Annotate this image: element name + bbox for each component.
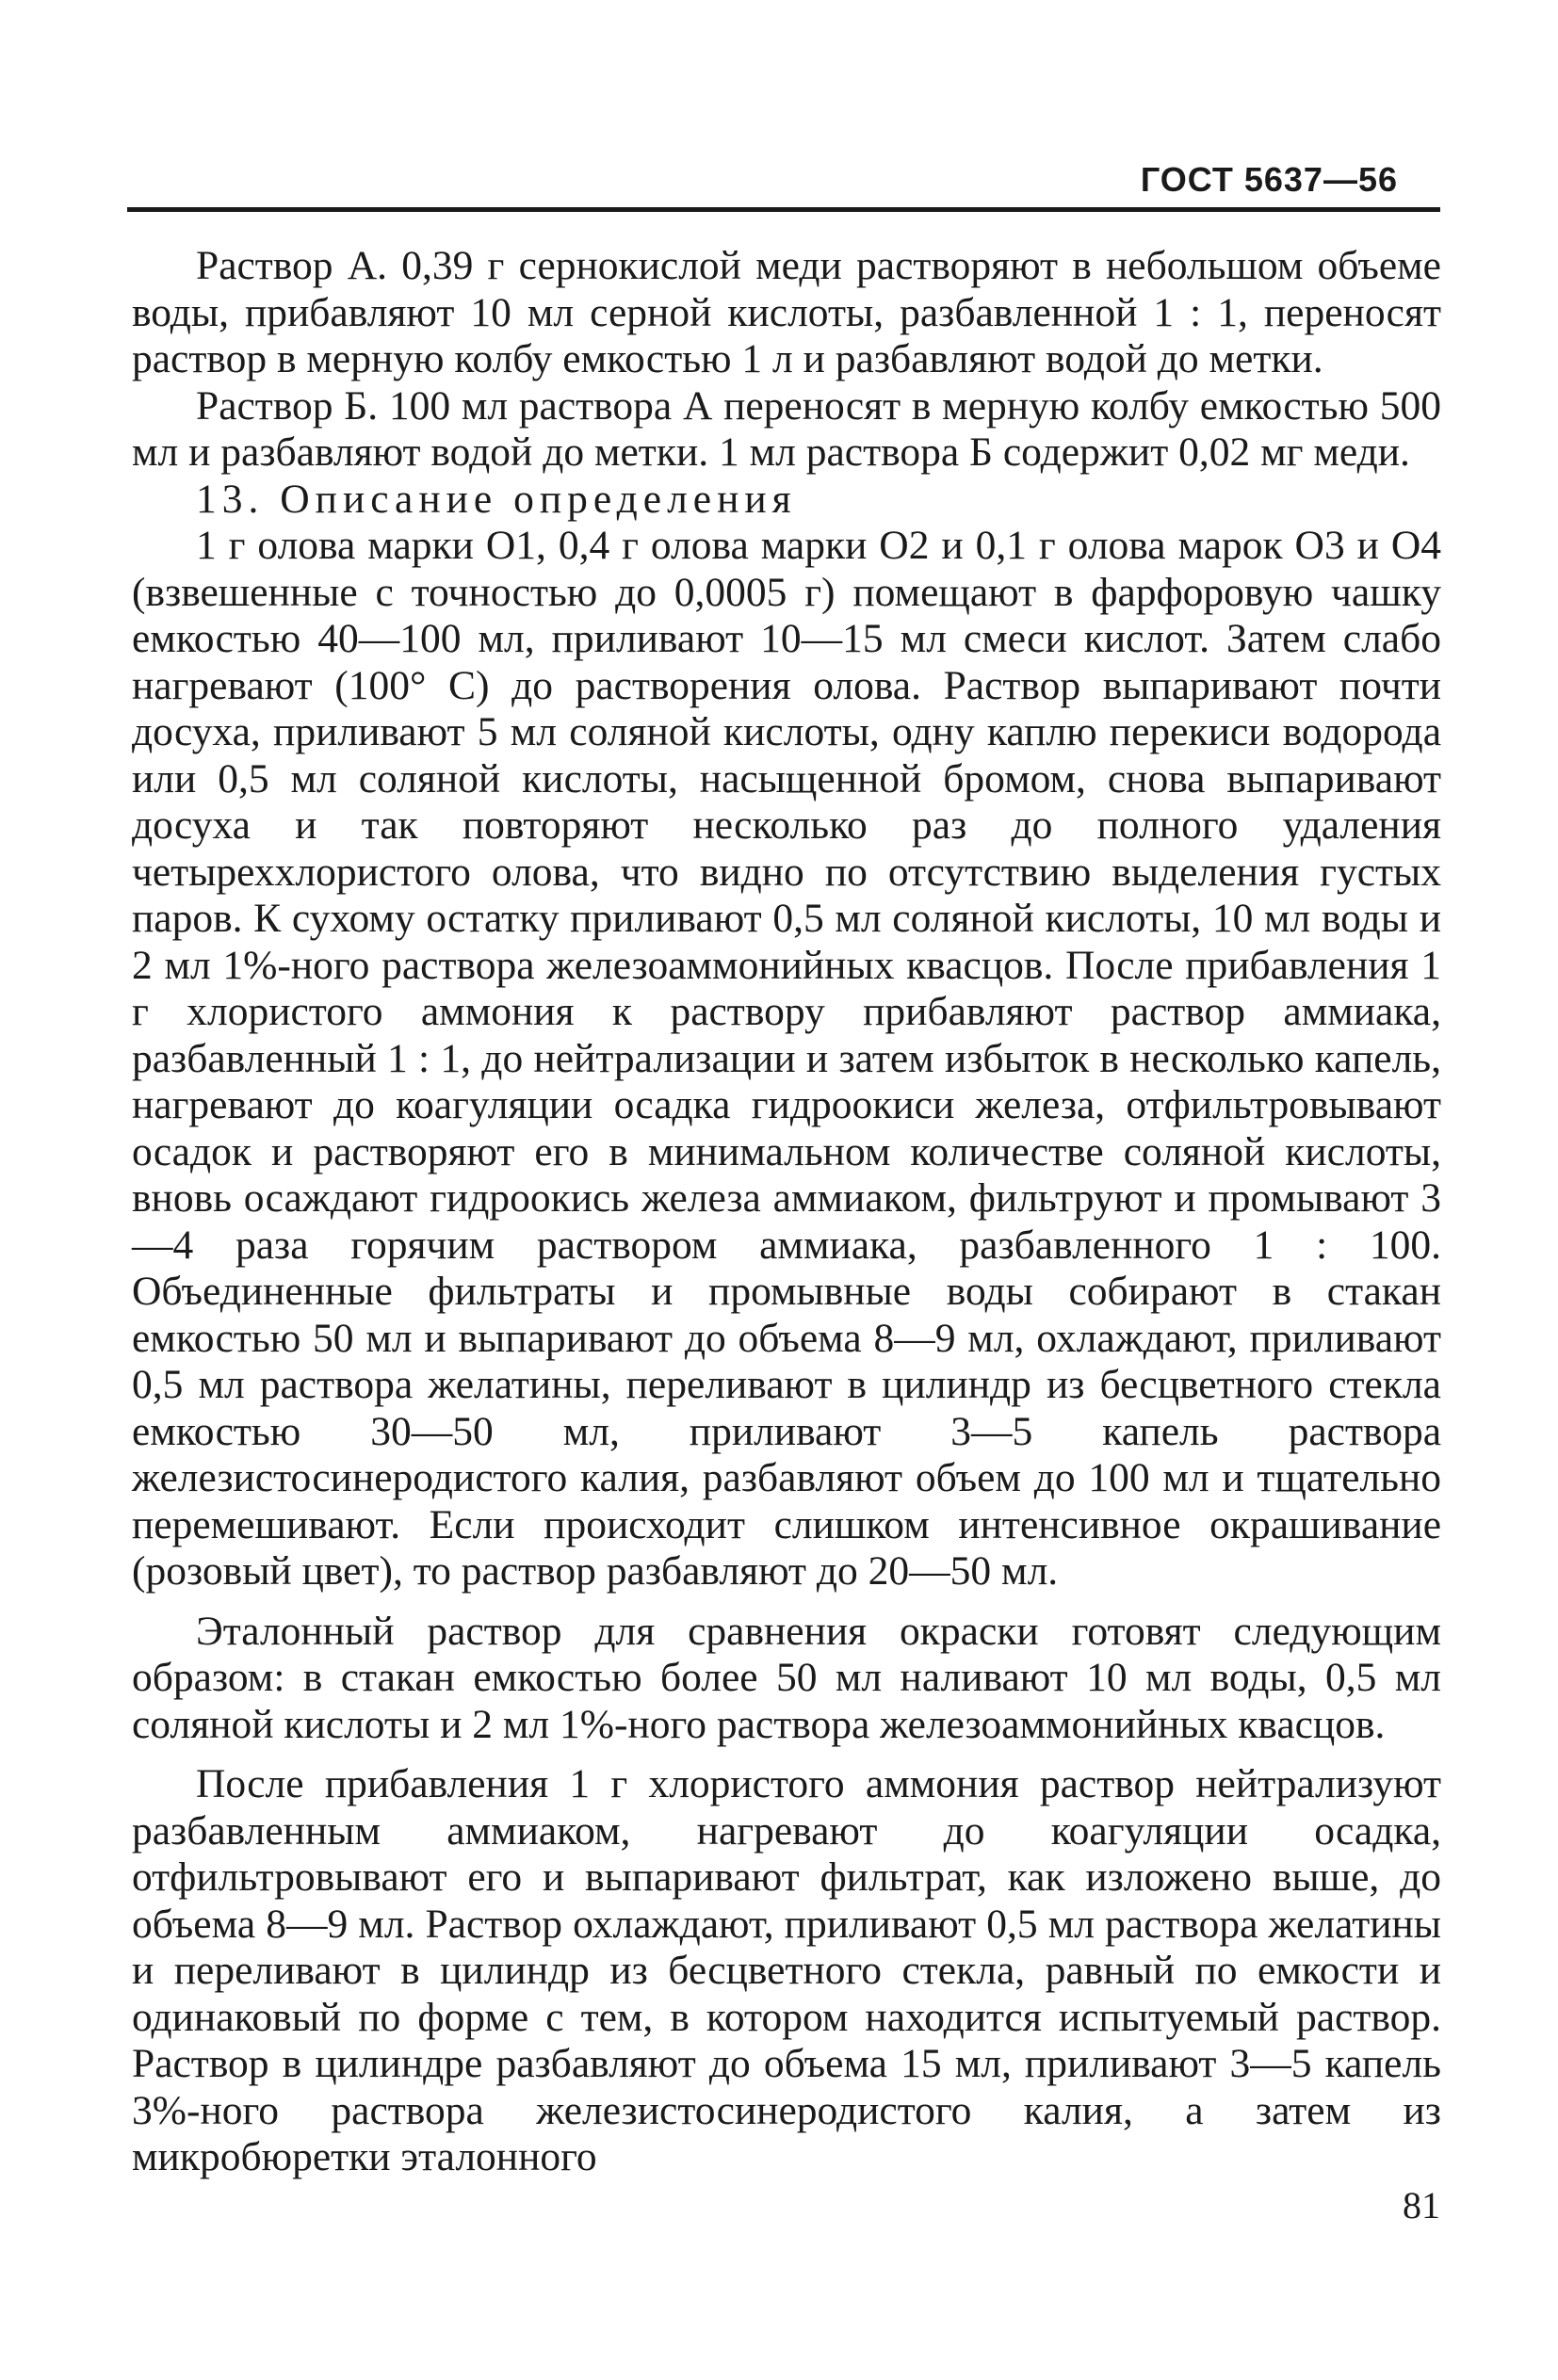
document-body — [132, 243, 1441, 2181]
paragraph-reference-solution: Эталонный раствор для сравнения окраски готовят следующим образом: в стакан емкостью более 50 мл наливают 10 мл воды, 0,5 мл соляной кислоты и 2 мл 1%-ного раствора железоаммонийных квасцов. — [132, 1608, 1441, 1747]
paragraph-procedure: 1 г олова марки О1, 0,4 г олова марки О2 и 0,1 г олова марок О3 и О4 (взвешенные с точностью до 0,0005 г) помещают в фарфоровую чашку емкостью 40—100 мл, приливают 10—15 мл смеси кислот. Затем слабо нагревают (100° С) до растворения олова. Раствор выпаривают почти досуха, приливают 5 мл соляной кислоты, одну каплю перекиси водорода или 0,5 мл соляной кислоты, насыщенной бромом, снова выпаривают досуха и так повторяют несколько раз до полного удаления четыреххлористого олова, что видно по отсутствию выделения густых паров. К сухому остатку приливают 0,5 мл соляной кислоты, 10 мл воды и 2 мл 1%-ного раствора железоаммонийных квасцов. После прибавления 1 г хлористого аммония к раствору прибавляют раствор аммиака, разбавленный 1 : 1, до нейтрализации и затем избыток в несколько капель, нагревают до коагуляции осадка гидроокиси железа, отфильтровывают осадок и растворяют его в минимальном количестве соляной кислоты, вновь осаждают гидроокись железа аммиаком, фильтруют и промывают 3—4 раза горячим раствором аммиака, разбавленного 1 : 100. Объединенные фильтраты и промывные воды собирают в стакан емкостью 50 мл и выпаривают до объема 8—9 мл, охлаждают, приливают 0,5 мл раствора желатины, переливают в цилиндр из бесцветного стекла емкостью 30—50 мл, приливают 3—5 капель раствора железистосинеродистого калия, разбавляют объем до 100 мл и тщательно перемешивают. Если происходит слишком интенсивное окрашивание (розовый цвет), то раствор разбавляют до 20—50 мл. — [132, 523, 1441, 1594]
paragraph-neutralization: После прибавления 1 г хлористого аммония раствор нейтрализуют разбавленным аммиаком, нагревают до коагуляции осадка, отфильтровывают его и выпаривают фильтрат, как изложено выше, до объема 8—9 мл. Раствор охлаждают, приливают 0,5 мл раствора желатины и переливают в цилиндр из бесцветного стекла, равный по емкости и одинаковый по форме с тем, в котором находится испытуемый раствор. Раствор в цилиндре разбавляют до объема 15 мл, приливают 3—5 капель 3%-ного раствора железистосинеродистого калия, а затем из микробюретки эталонного — [132, 1761, 1441, 2179]
header-rule — [127, 207, 1440, 212]
section-heading-13: 13. Описание определения — [196, 476, 797, 522]
standard-code: ГОСТ 5637—56 — [1140, 160, 1398, 199]
paragraph-solution-a: Раствор А. 0,39 г сернокислой меди растворяют в небольшом объеме воды, прибавляют 10 мл серной кислоты, разбавленной 1 : 1, переносят раствор в мерную колбу емкостью 1 л и разбавляют водой до метки. — [132, 243, 1441, 381]
page-number: 81 — [1403, 2184, 1440, 2226]
paragraph-solution-b: Раствор Б. 100 мл раствора А переносят в мерную колбу емкостью 500 мл и разбавляют водой до метки. 1 мл раствора Б содержит 0,02 мг меди. — [132, 382, 1441, 475]
